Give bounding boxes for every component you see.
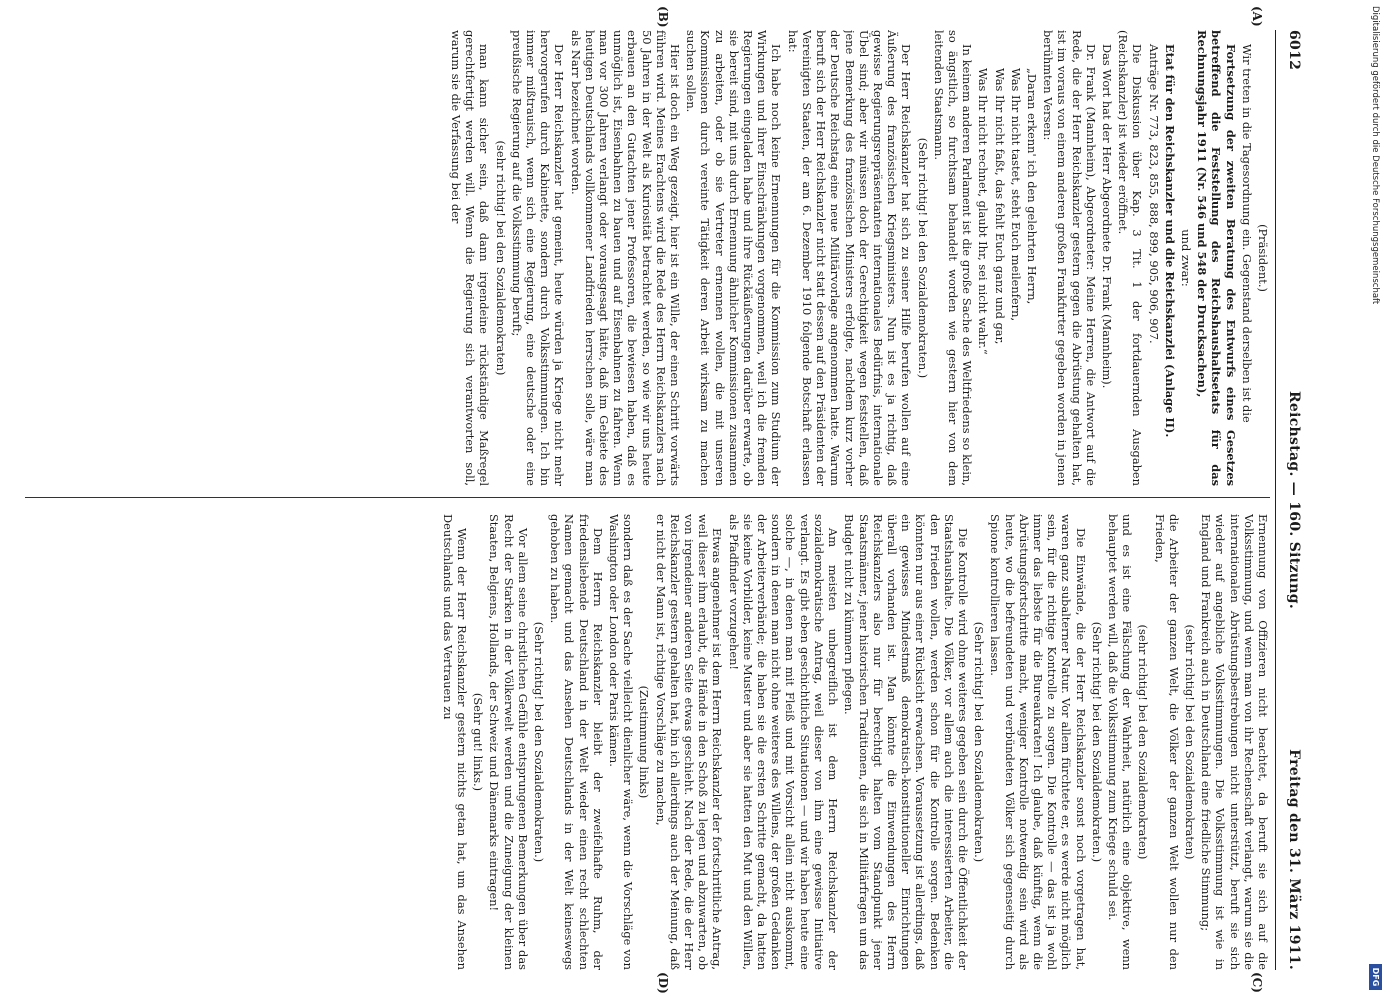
- session-title: Reichstag. — 160. Sitzung.: [1286, 390, 1302, 610]
- left-column-paragraph: Dr. Frank (Mannheim), Abgeordneter: Meine Herren, die Antwort auf die Rede, die der Herr Reichskanzler gestern gegen die Abrüstung gehalten hat, ist im voraus von einem anderen großen Frankfurter gegeben worden in jenen berühmten Versen:: [1041, 30, 1098, 486]
- right-column-paragraph: Dem Herrn Reichskanzler bleibt der zweifelhafte Ruhm, der friedensliebende Deutschland in der Welt wieder einen recht schlechten Namen gemacht und das Ansehen Deutschlands in der Welt keineswegs gehoben zu haben.: [548, 514, 605, 970]
- page-header: [1278, 30, 1302, 970]
- right-column-paragraph: (Sehr richtig! bei den Sozialdemokraten.): [532, 621, 547, 863]
- right-column-paragraph: sondern daß es der Sache vielleicht dienlicher wäre, wenn die Vorschläge von Washington oder London oder Paris kämen.: [607, 514, 636, 970]
- left-column-paragraph: (sehr richtig! bei den Sozialdemokraten): [493, 140, 508, 376]
- right-column-paragraph: Die Einwände, die der Herr Reichskanzler sonst noch vorgetragen hat, waren ganz subalterner Natur. Vor allem fürchtete er, es werde nicht möglich sein, für die richtige Kontrolle zu sorgen. Die Kontrolle — das ist ja wohl immer das liebste für die Bureaukraten! Ich glaube, daß künftig, wenn die Abrüstungsfortschritte macht, weniger Kontrolle notwendig sein wird als heute, wo die befreundeten und verbündeten Völker sich gegenseitig durch Spione kontrollieren lassen.: [988, 514, 1088, 970]
- column-divider: [25, 497, 1270, 498]
- left-column-paragraph: Fortsetzung der zweiten Beratung des Entwurfs eines Gesetzes betreffend die Feststellung des Reichshaushaltsetats für das Rechnungsjahr 1911 (Nr. 546 und 548 der Drucksachen),: [1195, 30, 1238, 486]
- right-column-paragraph: (sehr richtig! bei den Sozialdemokraten): [1136, 624, 1151, 860]
- left-column: [20, 30, 1270, 486]
- right-column-paragraph: Die Kontrolle wird ohne weiteres gegeben sein durch die Öffentlichkeit der Staatshaushalte. Die Völker, vor allem auch die interessierten Arbeiter, die den Frieden wollen, werden schon für die Kontrolle sorgen. Bedenken könnten nur aus einer Rücksicht erwachsen. Voraussetzung ist allerdings, daß ein gewisses Mindestmaß demokratisch-konstitutioneller Einrichtungen überall vorhanden ist. Man könnte die Einwendungen des Herrn Reichskanzlers also nur für berechtigt halten vom Standpunkt jener Staatsmänner, jener historischen Traditionen, die sich in Militärfragen um das Budget nicht zu kümmern pflegen.: [842, 514, 970, 970]
- left-column-paragraph: In keinem anderen Parlament ist die große Sache des Weltfriedens so klein, so ängstlich, so furchtsam behandelt worden wie gestern hier von dem leitenden Staatsmann.: [931, 30, 975, 486]
- document-page: [10, 0, 1310, 1000]
- right-column-paragraph: Wenn der Herr Reichskanzler gestern nichts getan hat, um das Ansehen Deutschlands und das Vertrauen zu: [440, 514, 470, 970]
- right-column-paragraph: (sehr richtig! bei den Sozialdemokraten): [1182, 624, 1197, 860]
- right-column-paragraph: Etwas angenehmer ist dem Herrn Reichskanzler der fortschrittliche Antrag, weil dieser ihm erlaubt, die Hände in den Schoß zu legen und abzuwarten, ob von irgendeiner anderen Seite etwas geschieht. Nach der Rede, die der Herr Reichskanzler gestern gehalten hat, bin ich allerdings auch der Meinung, daß er nicht der Mann ist, richtige Vorschläge zu machen,: [653, 514, 725, 970]
- dfg-logo: DFG: [1369, 964, 1382, 990]
- right-column-paragraph: Vor allem seine christlichen Gefühle entsprungenen Bemerkungen über das Recht der Starken in der Völkerwelt werden und die Zuneigung der kleinen Staaten, Belgiens, Hollands, der Schweiz und Dänemarks eintragen!: [487, 514, 530, 970]
- right-column-paragraph: Am meisten unbegreiflich ist dem Herrn Reichskanzler der sozialdemokratische Antrag, weil dieser von ihm eine gewisse Initiative verlangt. Es gibt eben geschichtliche Situationen — und wir haben heute eine solche —, in denen man mit Fleiß und mit Vorsicht allein nicht auskommt, sondern in denen man nicht ohne weiteres des Willens, der großen Gedanken der Arbeiterverbände; die haben sie die ersten Schritte gemacht, da hatten sie keine Vorbilder, keine Muster und aber sie hatten den Mut und den Willen, als Pfadfinder vorzugehen!: [726, 514, 841, 970]
- left-column-paragraph: Der Herr Reichskanzler hat gemeint, heute würden ja Kriege nicht mehr hervorgerufen durch Kabinette, sondern durch Volksstimmungen. Ich bin immer mißtrauisch, wenn sich eine Regierung, eine deutsche oder eine preußische Regierung auf die Volksstimmung beruft;: [509, 30, 567, 486]
- right-column: [20, 514, 1270, 970]
- left-column-paragraph: (Präsident.): [1256, 224, 1270, 292]
- left-column-paragraph: „Daran erkenn' ich den gelehrten Herrn,: [1024, 68, 1039, 305]
- left-column-paragraph: Etat für den Reichskanzler und die Reichskanzlei (Anlage II).: [1162, 44, 1177, 438]
- left-column-paragraph: man kann sicher sein, daß dann irgendeine rückständige Maßregel gerechtfertigt werden will. Wenn die Regierung sich verantworten soll, warum sie die Verfassung bei der: [449, 30, 492, 486]
- left-column-paragraph: (Sehr richtig! bei den Sozialdemokraten.): [915, 137, 930, 379]
- margin-marker-b: (B): [656, 6, 670, 28]
- left-column-paragraph: Die Diskussion über Kap. 3 Tit. 1 der fortdauernden Ausgaben (Reichskanzler) ist wieder eröffnet.: [1116, 30, 1145, 486]
- left-column-paragraph: und zwar:: [1178, 229, 1193, 287]
- margin-marker-a: (A): [1250, 6, 1264, 27]
- right-column-paragraph: (Zustimmung links): [637, 685, 652, 799]
- right-column-paragraph: (Sehr gut! links.): [471, 692, 486, 792]
- right-column-paragraph: (Sehr richtig! bei den Sozialdemokraten.): [972, 621, 987, 863]
- left-column-paragraph: Was Ihr nicht tastet, steht Euch meilenfern,: [1008, 68, 1023, 322]
- footer-credit: Digitalisierung gefördert durch die Deutsche Forschungsgemeinschaft: [1370, 6, 1380, 305]
- left-column-paragraph: Das Wort hat der Herr Abgeordnete Dr. Frank (Mannheim).: [1099, 44, 1114, 389]
- digitization-footer: [1365, 0, 1383, 1000]
- right-column-paragraph: (Sehr richtig! bei den Sozialdemokraten.): [1089, 621, 1104, 863]
- margin-marker-d: (D): [656, 972, 670, 994]
- left-column-paragraph: Was Ihr nicht faßt, das fehlt Euch ganz und gar,: [992, 68, 1007, 345]
- page-number: 6012: [1286, 30, 1302, 71]
- header-rule: [1275, 30, 1276, 970]
- right-column-paragraph: die Arbeiter der ganzen Welt, die Völker der ganzen Welt wollen nur den Frieden,: [1152, 514, 1181, 970]
- left-column-paragraph: Was Ihr nicht rechnet, glaubt Ihr, sei nicht wahr.“: [976, 68, 991, 355]
- left-column-paragraph: Wir treten in die Tagesordnung ein. Gegenstand derselben ist die: [1239, 44, 1254, 423]
- right-column-paragraph: und es ist eine Fälschung der Wahrheit, natürlich eine objektive, wenn behauptet werden will, daß die Volksstimmung zum Kriege schuld sei.: [1105, 514, 1135, 970]
- left-column-paragraph: Ich habe noch keine Ernennungen für die Kommission zum Studium der Wirkungen und ihrer Einschränkungen vorgenommen, weil ich die fremden Regierungen eingeladen habe und ihre Rückäußerungen darüber erwarte, ob sie bereit sind, mit uns durch Ernennung ähnlicher Kommissionen zusammen zu arbeiten, oder ob sie Vertreter ernennen wollen, die mit unseren Kommissionen durch vereinte Tätigkeit deren Arbeit wirksam zu machen suchen sollen.: [684, 30, 784, 486]
- margin-marker-c: (C): [1250, 972, 1264, 993]
- right-column-paragraph: Ernennung von Offizieren nicht beachtet, da beruft sie sich auf die Volksstimmung, und wenn man von ihr Rechenschaft verlangt, warum sie die internationalen Abrüstungsbestrebungen nicht unterstützt, beruft sie sich wieder auf angebliche Volksstimmungen. Die Volksstimmung ist wie in England und Frankreich auch in Deutschland eine friedliche Stimmung;: [1199, 514, 1270, 970]
- left-column-paragraph: Hier ist doch ein Weg gezeigt, hier ist ein Wille, der einen Schritt vorwärts führen wird. Meines Erachtens wird die Rede des Herrn Reichskanzlers nach 50 Jahren in der Welt als Kuriosität betrachtet werden, so wie wir uns heute erbauen an den Gutachten jener Professoren, die bewiesen haben, daß es unmöglich ist, Eisenbahnen zu bauen und auf Eisenbahnen zu fahren. Wenn man vor 300 Jahren verlangt oder vorausgesagt hätte, daß im Gebiete des heutigen Deutschlands vollkommener Landfrieden herrschen solle, wäre man als Narr bezeichnet worden.: [568, 30, 683, 486]
- left-column-paragraph: Anträge Nr. 773, 823, 855, 888, 899, 905, 906, 907.: [1146, 44, 1161, 344]
- session-date: Freitag den 31. März 1911.: [1286, 749, 1302, 970]
- left-column-paragraph: Der Herr Reichskanzler hat sich zu seiner Hilfe berufen wollen auf eine Äußerung des französischen Kriegsministers. Nun ist es ja richtig, daß gewisse Regierungsrepräsentanten internationales Bedürfnis, internationale Übel sind; aber wir müssen doch der Gerechtigkeit wegen feststellen, daß jene Bemerkung des französischen Ministers erfolgte, nachdem kurz vorher der Deutsche Reichstag eine neue Militärvorlage angenommen hatte. Warum beruft sich der Herr Reichskanzler nicht statt dessen auf den Präsidenten der Vereinigten Staaten, der am 6. Dezember 1910 folgende Botschaft erlassen hat:: [785, 30, 914, 486]
